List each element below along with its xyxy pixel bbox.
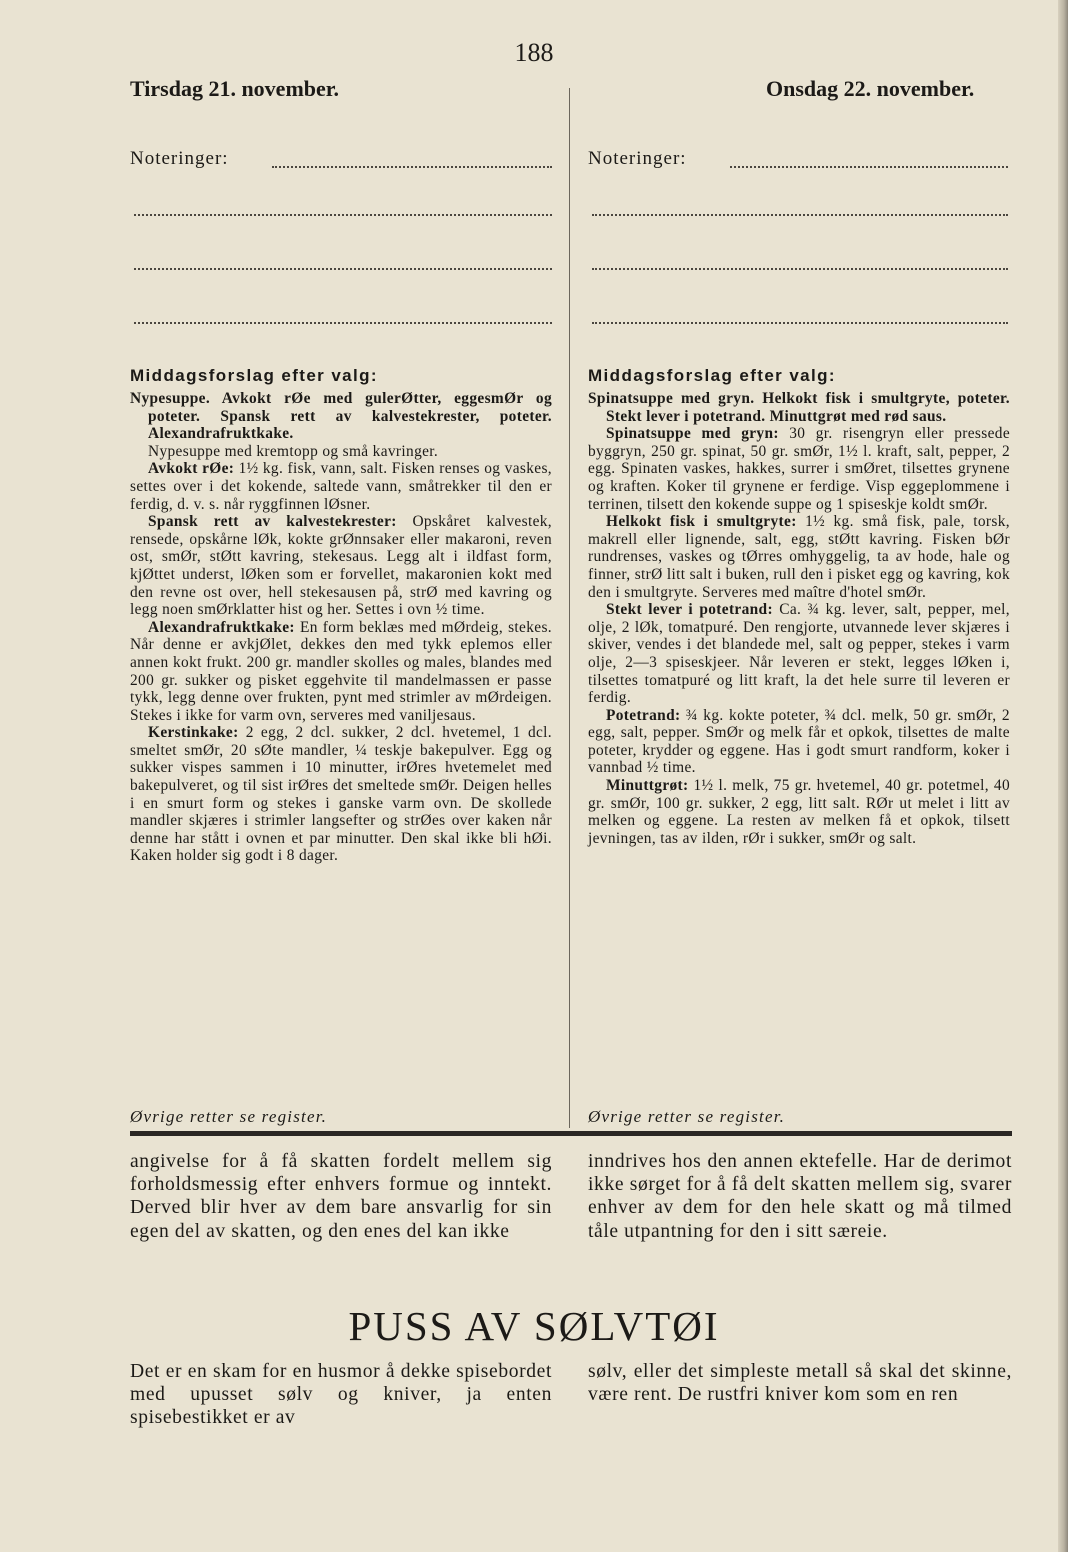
- recipe-paragraph: Minuttgrøt: 1½ l. melk, 75 gr. hvetemel, 40 gr. potetmel, 40 gr. smØr, 100 gr. sukker, 2 egg, litt salt. RØr ut melet i litt av melken og eggene. La resten av melken få et opkok, tilsett jevningen, tas av ilden, rØr i sukker, smØr og salt.: [588, 777, 1010, 847]
- article-heading: PUSS AV SØLVTØI: [348, 1303, 720, 1349]
- register-note-left: Øvrige retter se register.: [130, 1107, 328, 1126]
- article-text-bottom-left: Det er en skam for en husmor å dekke spisebordet med upusset sølv og kniver, ja enten spisebestikket er av: [130, 1361, 552, 1429]
- menu-summary: Nypesuppe. Avkokt rØe med gulerØtter, eggesmØr og poteter. Spansk rett av kalvestekrester, poteter. Alexandrafruktkake.: [130, 390, 552, 443]
- notes-line: [592, 268, 1008, 270]
- recipe-paragraph: Nypesuppe med kremtopp og små kavringer.: [148, 442, 439, 460]
- recipe-paragraph: Spansk rett av kalvestekrester: Opskåret kalvestek, rensede, opskårne lØk, kokte grØnnsaker eller makaroni, reven ost, smØr, stØtt kavring, stekesaus. Legg alt i ildfast form, kjØttet underst, lØken som er forvellet, makaronien kokt med den revne ost over, hell stekesausen på, strØ med kavring og legg noen smØrklatter hist og her. Settes i ovn ½ time.: [130, 513, 552, 619]
- recipe-paragraph: Kerstinkake: 2 egg, 2 dcl. sukker, 2 dcl. hvetemel, 1 dcl. smeltet smØr, 20 sØte mandler, ¼ teskje bakepulver. Egg og sukker vispes sammen i 10 minutter, irØres hvetemelet med bakepulveret, og til sist irØres det smeltede smØr. Deigen helles i en smurt form og stekes i ganske varm ovn. De skollede mandler skjæres i strimler langsefter og strØes over kaken når denne har stått i ovnen et par minutter. Den skal ikke bli hØi. Kaken holder sig godt i 8 dager.: [130, 724, 552, 865]
- notes-line: [272, 166, 552, 168]
- notes-line: [730, 166, 1008, 168]
- recipe-paragraph: Stekt lever i potetrand: Ca. ¾ kg. lever, salt, pepper, mel, olje, 2 lØk, tomatpuré. Den rengjorte, utvannede lever skjæres i skiver, vendes i det blandede mel, salt og pepper, stekes i varm olje, 2—3 spiseskjeer. Når leveren er stekt, legges lØken i, tilsettes tomatpuré og litt kraft, la det hele surre til leveren er ferdig.: [588, 601, 1010, 707]
- article-text-top-right: inndrives hos den annen ektefelle. Har de derimot ikke sørget for å få delt skatten mellem sig, svarer enhver av dem for den hele skatt og må tilmed tåle utpantning for den i sitt særeie.: [588, 1151, 1012, 1242]
- notes-line: [134, 214, 552, 216]
- notes-line: [592, 214, 1008, 216]
- recipe-column-left: [130, 390, 552, 865]
- notes-line: [134, 268, 552, 270]
- day-heading-right: Onsdag 22. november.: [766, 76, 975, 101]
- recipe-paragraph: Alexandrafruktkake: En form beklæs med mØrdeig, stekes. Når denne er avkjØlet, dekkes den med tykk eplemos eller annen kokt frukt. 200 gr. mandler skolles og males, blandes med 200 gr. sukker og pisket eggehvite til mandelmassen er passe tykk, legg denne over frukten, pynt med strimler av mØrdeigen. Stekes i ikke for varm ovn, serveres med vaniljesaus.: [130, 618, 552, 724]
- menu-title-left: Middagsforslag efter valg:: [130, 366, 378, 385]
- recipe-paragraph: Spinatsuppe med gryn: 30 gr. risengryn eller pressede byggryn, 250 gr. spinat, 50 gr. smØr, 1½ l. kraft, salt, pepper, 2 egg. Spinaten vaskes, hakkes, surrer i smØret, tilsettes grynene og kraften. Koker til grynene er ferdige. Visp eggeplommene i terrinen, tilsett den kokende suppe og 1 spiseskje koldt smØr.: [588, 425, 1011, 513]
- article-text-top-left: angivelse for å få skatten fordelt mellem sig forholdsmessig efter enhvers formue og inntekt. Derved blir hver av dem bare ansvarlig for sin egen del av skatten, og den enes del kan ikke: [130, 1151, 552, 1242]
- recipe-paragraph: Avkokt rØe: 1½ kg. fisk, vann, salt. Fisken renses og vaskes, settes over i det kokende, saltede vann, småtrekker til den er ferdig, d. v. s. når ryggfinnen lØsner.: [130, 460, 552, 513]
- section-rule: [130, 1131, 1012, 1136]
- menu-title-right: Middagsforslag efter valg:: [588, 366, 836, 385]
- recipe-column-right: [588, 390, 1010, 847]
- notes-line: [592, 322, 1008, 324]
- notes-label-left: Noteringer:: [130, 148, 229, 169]
- notes-label-right: Noteringer:: [588, 148, 687, 169]
- day-heading-left: Tirsdag 21. november.: [130, 76, 340, 101]
- recipe-paragraph: Helkokt fisk i smultgryte: 1½ kg. små fisk, pale, torsk, makrell eller lignende, salt, egg, stØtt kavring. Fisken bØr rundrenses, vaskes og tØrres omhyggelig, ta av hode, hale og finner, strØ litt salt i buken, rull den i pisket egg og kavring, kok den i smultgryte. Serveres med maître d'hotel smØr.: [588, 513, 1010, 601]
- recipe-paragraph: Potetrand: ¾ kg. kokte poteter, ¾ dcl. melk, 50 gr. smØr, 2 egg, salt, pepper. SmØr og melk får et opkok, tilsettes de malte poteter, krydder og eggene. Has i godt smurt randform, koker i vannbad ½ time.: [588, 706, 1010, 777]
- article-text-bottom-right: sølv, eller det simpleste metall så skal det skinne, være rent. De rustfri kniver kom som en ren: [588, 1361, 1012, 1406]
- register-note-right: Øvrige retter se register.: [588, 1107, 786, 1126]
- page-number: 188: [514, 38, 554, 67]
- menu-summary: Spinatsuppe med gryn. Helkokt fisk i smultgryte, poteter. Stekt lever i potetrand. Minuttgrøt med rød saus.: [588, 390, 1010, 425]
- notes-line: [134, 322, 552, 324]
- column-divider: [569, 88, 570, 1128]
